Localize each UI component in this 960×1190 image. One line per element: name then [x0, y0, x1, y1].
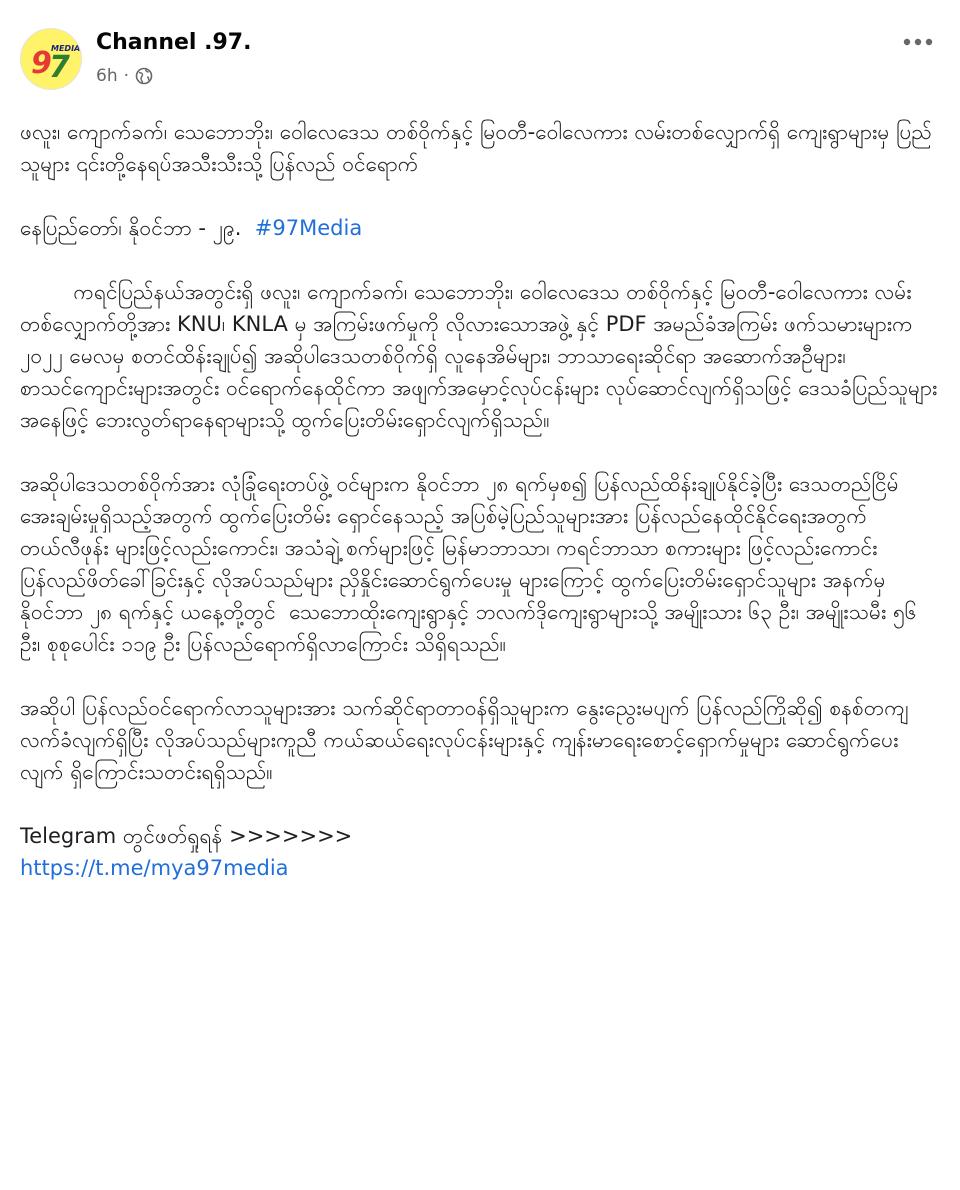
post-footer: [20, 820, 940, 884]
post-dateline: နေပြည်တော်၊ နိုဝင်ဘာ - ၂၉.: [20, 216, 242, 240]
telegram-link[interactable]: https://t.me/mya97media: [20, 856, 289, 880]
post-content: [20, 116, 940, 884]
svg-text:7: 7: [49, 50, 70, 85]
post-dateline-line: [20, 212, 940, 244]
post-meta: [96, 66, 153, 86]
page-name[interactable]: Channel .97.: [96, 30, 252, 55]
more-horizontal-icon: [903, 38, 933, 46]
channel-97-logo-icon: [21, 29, 82, 90]
hashtag-link[interactable]: #97Media: [254, 216, 363, 240]
post-headline: ဖလူး၊ ကျောက်ခက်၊ သေဘောဘိုး၊ ဝေါလေဒေသ တစ်ဝိုက်နှင့် မြဝတီ-ဝေါလေကား လမ်းတစ်လျှောက်ရှိ ကျေးရွာများမှ ပြည်သူများ ၎င်းတို့နေရပ်အသီးသီးသို့ ပြန်လည် ဝင်ရောက်: [20, 120, 932, 176]
globe-icon[interactable]: [135, 67, 153, 85]
avatar[interactable]: [20, 28, 82, 90]
post-paragraph-3: အဆိုပါ ပြန်လည်ဝင်ရောက်လာသူများအား သက်ဆိုင်ရာတာဝန်ရှိသူများက နွေးညွေးမပျက် ပြန်လည်ကြိုဆို၍ စနစ်တကျလက်ခံလျက်ရှိပြီး လိုအပ်သည်များကူညီ ကယ်ဆယ်ရေးလုပ်ငန်းများနှင့် ကျန်းမာရေးစောင့်ရှောက်မှုများ ဆောင်ရွက်ပေးလျက် ရှိကြောင်းသတင်းရရှိသည်။: [20, 696, 909, 784]
telegram-text: Telegram တွင်ဖတ်ရှုရန် >>>>>>>: [20, 824, 353, 848]
post-paragraph-1: ကရင်ပြည်နယ်အတွင်းရှိ ဖလူး၊ ကျောက်ခက်၊ သေဘောဘိုး၊ ဝေါလေဒေသ တစ်ဝိုက်နှင့် မြဝတီ-ဝေါလေကား လမ်းတစ်လျှောက်တို့အား KNU၊ KNLA မှ အကြမ်းဖက်မှုကို လိုလားသောအဖွဲ့ နှင့် PDF အမည်ခံအကြမ်း ဖက်သမားများက ၂၀၂၂ မေလမှ စတင်ထိန်းချုပ်၍ အဆိုပါဒေသတစ်ဝိုက်ရှိ လူနေအိမ်များ၊ ဘာသာရေးဆိုင်ရာ အဆောက်အဦများ၊ စာသင်ကျောင်းများအတွင်း ဝင်ရောက်နေထိုင်ကာ အဖျက်အမှောင့်လုပ်ငန်းများ လုပ်ဆောင်လျက်ရှိသဖြင့် ဒေသခံပြည်သူများအနေဖြင့် ဘေးလွတ်ရာနေရာများသို့ ထွက်ပြေးတိမ်းရှောင်လျက်ရှိသည်။: [20, 280, 938, 432]
svg-text:MEDIA: MEDIA: [51, 44, 81, 53]
meta-separator: ·: [123, 66, 129, 86]
more-options-button[interactable]: [896, 28, 940, 56]
svg-text:9: 9: [31, 46, 52, 81]
post-timestamp[interactable]: 6h: [96, 66, 118, 86]
post-paragraph-2: အဆိုပါဒေသတစ်ဝိုက်အား လုံခြုံရေးတပ်ဖွဲ့ ဝင်များက နိုဝင်ဘာ ၂၈ ရက်မှစ၍ ပြန်လည်ထိန်းချုပ်နိုင်ခဲ့ပြီး ဒေသတည်ငြိမ်အေးချမ်းမှုရှိသည့်အတွက် ထွက်ပြေးတိမ်း ရှောင်နေသည့် အပြစ်မဲ့ပြည်သူများအား ပြန်လည်နေထိုင်နိုင်ရေးအတွက် တယ်လီဖုန်း များဖြင့်လည်းကောင်း၊ အသံချဲ့ စက်များဖြင့် မြန်မာဘာသာ၊ ကရင်ဘာသာ စကားများ ဖြင့်လည်းကောင်း ပြန်လည်ဖိတ်ခေါ်ခြင်းနှင့် လိုအပ်သည်များ ညှိနှိုင်းဆောင်ရွက်ပေးမှု များကြောင့် ထွက်ပြေးတိမ်းရှောင်သူများ အနက်မှ နိုဝင်ဘာ ၂၈ ရက်နှင့် ယနေ့တို့တွင် သေဘောထိုးကျေးရွာနှင့် ဘလက်ဒိုကျေးရွာများသို့ အမျိုးသား ၆၃ ဦး၊ အမျိုးသမီး ၅၆ ဦး၊ စုစုပေါင်း ၁၁၉ ဦး ပြန်လည်ရောက်ရှိလာကြောင်း သိရှိရသည်။: [20, 472, 924, 656]
post-header: [20, 24, 940, 94]
